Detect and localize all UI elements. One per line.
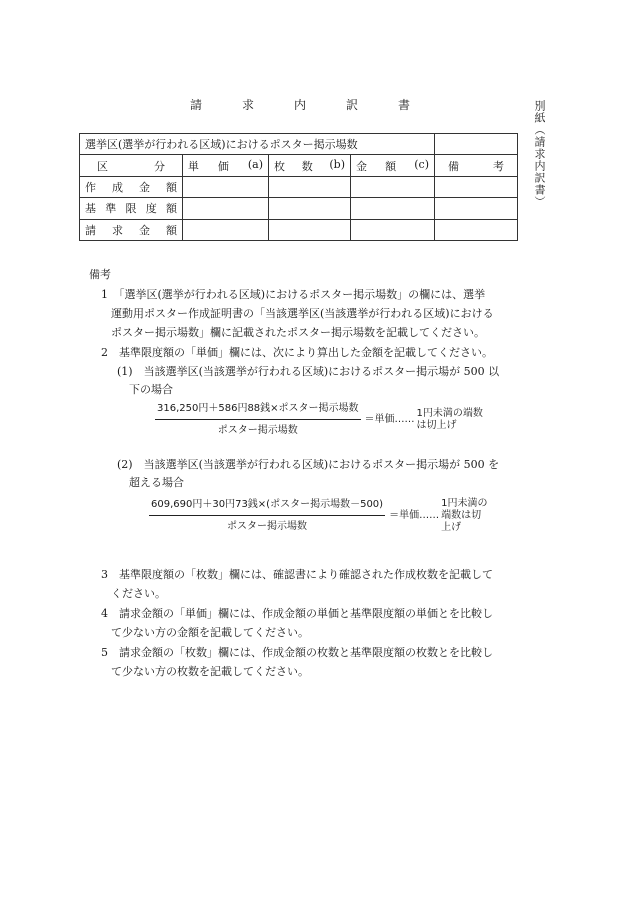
rounding-note-line: 1円未満の [441,497,488,509]
remark-item-3: ください。 [111,587,166,600]
header-part: 金 [356,159,367,173]
header-quantity [269,155,351,176]
title-char: 求 [241,98,254,112]
row-label-char: 求 [112,223,123,237]
remarks-heading: 備考 [89,268,111,281]
table-cell[interactable] [351,176,435,197]
row-label-claim-amount [80,219,183,240]
fraction [149,495,385,536]
row-label-char: 準 [105,202,117,216]
table-cell[interactable] [183,176,269,197]
remark-sub-2: (2) 当該選挙区(当該選挙が行われる区域)におけるポスター掲示場が 500 を [117,458,500,471]
row-label-char: 請 [85,223,96,237]
row-label-char: 度 [145,202,157,216]
rounding-note [441,498,487,534]
header-part: (c) [414,157,429,171]
table-row [80,176,518,197]
remark-item-4: 4 請求金額の「単価」欄には、作成金額の単価と基準限度額の単価とを比較し [101,607,493,620]
header-category [80,155,183,176]
title-char: 訳 [345,98,358,112]
header-unit-price [183,155,269,176]
row-label-char: 金 [139,180,150,194]
remark-item-4: て少ない方の金額を記載してください。 [111,626,309,639]
formula-denominator: ポスター掲示場数 [227,521,308,532]
formula-up-to-500 [155,399,483,440]
row-label-char: 限 [125,202,137,216]
fraction [155,399,361,440]
attachment-label: 別紙（請求内訳書） [533,100,546,208]
formula-denominator: ポスター掲示場数 [217,425,298,436]
header-part: 数 [301,159,313,173]
header-part: (a) [247,157,263,171]
header-part: 額 [385,159,397,173]
header-part: 枚 [274,159,285,173]
remark-sub-2: 超える場合 [129,476,184,489]
remark-sub-1: (1) 当該選挙区(当該選挙が行われる区域)におけるポスター掲示場が 500 以 [117,365,500,378]
table-cell[interactable] [351,198,435,219]
row-label-char: 額 [166,223,177,237]
remark-item-2: 2 基準限度額の「単価」欄には、次により算出した金額を記載してください。 [101,346,493,359]
table-cell[interactable] [351,219,435,240]
row-label-char: 作 [85,180,96,194]
row-label-char: 成 [112,180,123,194]
remark-item-5: 5 請求金額の「枚数」欄には、作成金額の枚数と基準限度額の枚数とを比較し [101,646,493,659]
formula-result: ＝単価…… [389,510,440,521]
row-label-char: 金 [139,223,150,237]
header-part: 考 [493,159,504,173]
remark-item-1: 1 「選挙区(選挙が行われる区域)におけるポスター掲示場数」の欄には、選挙 [101,288,486,301]
table-cell[interactable] [269,219,351,240]
table-row [80,198,518,219]
title-char: 請 [190,98,203,112]
table-top-row [80,134,518,155]
rounding-note-line: 上げ [441,521,462,533]
formula-numerator: 609,690円＋30円73銭×(ポスター掲示場数－500) [149,495,385,516]
remark-item-5: て少ない方の枚数を記載してください。 [111,665,309,678]
row-label-char: 基 [85,202,96,216]
formula-numerator: 316,250円＋586円88銭×ポスター掲示場数 [155,399,361,420]
table-cell[interactable] [269,176,351,197]
rounding-note-line: 端数は切 [441,509,482,521]
invoice-table [79,133,518,241]
rounding-note-line: は切上げ [416,419,457,431]
rounding-note [417,408,483,432]
row-label-production-amount [80,176,183,197]
header-part: 備 [448,159,459,173]
header-part: 価 [217,159,229,173]
table-cell[interactable] [269,198,351,219]
row-label-char: 額 [166,202,177,216]
table-cell[interactable] [435,198,518,219]
row-label-standard-limit [80,198,183,219]
header-amount [351,155,435,176]
table-cell[interactable] [183,219,269,240]
title-char: 書 [397,98,410,112]
poster-count-label: 選挙区(選挙が行われる区域)におけるポスター掲示場数 [80,134,435,155]
rounding-note-line: 1円未満の端数 [416,407,483,419]
header-part: 単 [188,159,199,173]
header-part: 区 [97,159,108,173]
document-title [190,96,410,113]
table-header-row [80,155,518,176]
row-label-char: 額 [166,180,177,194]
poster-count-cell[interactable] [435,134,518,155]
header-part: (b) [329,157,345,171]
table-cell[interactable] [183,198,269,219]
remark-sub-1: 下の場合 [129,383,173,396]
table-cell[interactable] [435,176,518,197]
formula-result: ＝単価…… [364,414,415,425]
title-char: 内 [293,98,306,112]
header-part: 分 [154,159,165,173]
table-row [80,219,518,240]
remark-item-1: 運動用ポスター作成証明書の「当該選挙区(当該選挙が行われる区域)における [111,307,494,320]
formula-over-500 [149,495,487,536]
remark-item-3: 3 基準限度額の「枚数」欄には、確認書により確認された作成枚数を記載して [101,568,493,581]
header-remarks [435,155,518,176]
remark-item-1: ポスター掲示場数」欄に記載されたポスター掲示場数を記載してください。 [111,326,485,339]
table-cell[interactable] [435,219,518,240]
